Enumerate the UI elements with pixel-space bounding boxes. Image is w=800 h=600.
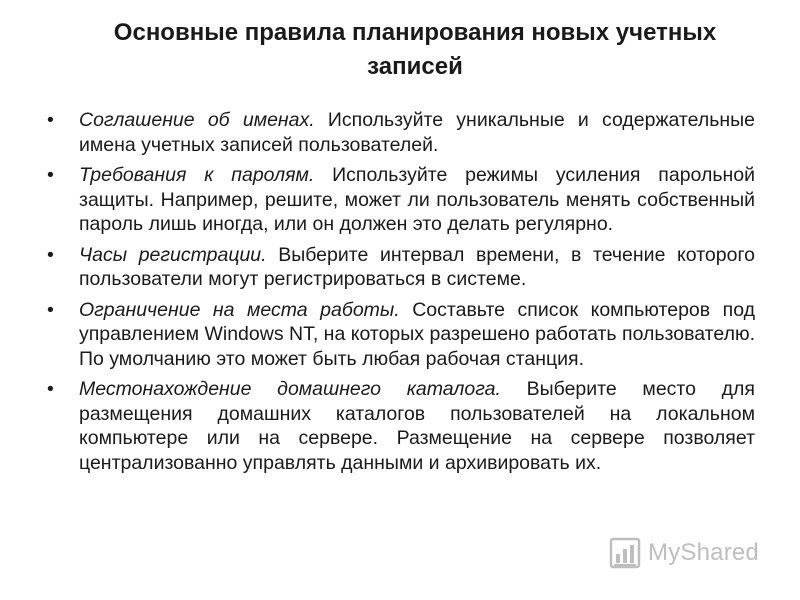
bullet-marker: • — [47, 298, 54, 321]
bullet-marker: • — [47, 378, 54, 400]
bullet-text: Используйте уникальные и содержательные имена учетных записей пользователей. — [79, 109, 755, 156]
bullet-marker: • — [47, 109, 54, 131]
bullet-item — [45, 163, 755, 237]
bullet-text: Составьте список компьютеров под управлением Windows NT, на которых разрешено работать пользователю. По умолчанию это может быть любая рабочая станция. — [79, 298, 755, 370]
bullet-term: Местонахождение домашнего каталога. — [79, 378, 501, 400]
bullet-term: Соглашение об именах. — [79, 109, 315, 131]
bullet-term: Часы регистрации. — [79, 243, 267, 266]
slide-title: Основные правила планирования новых учетных записей — [113, 19, 717, 80]
bullet-marker: • — [47, 243, 54, 266]
bullet-item — [45, 243, 755, 292]
myshared-logo-icon — [608, 536, 642, 570]
bullet-item — [45, 108, 755, 157]
watermark-logo — [608, 535, 759, 571]
bullet-term: Ограничение на места работы. — [79, 298, 400, 321]
bullet-marker: • — [47, 164, 54, 186]
bullet-text: Используйте режимы усиления парольной защиты. Например, решите, может ли пользователь менять собственный пароль лишь иногда, или он должен это делать регулярно. — [79, 164, 755, 235]
bullet-text: Выберите интервал времени, в течение которого пользователи могут регистрироваться в системе. — [79, 243, 755, 290]
bullet-list — [45, 108, 755, 481]
bullet-item — [45, 377, 755, 475]
watermark-text: MyShared — [648, 539, 759, 566]
bullet-text: Выберите место для размещения домашних каталогов пользователей на локальном компьютере или на сервере. Размещение на сервере позволяет централизованно управлять данными и архивировать их. — [79, 378, 755, 474]
bullet-term: Требования к паролям. — [79, 164, 315, 186]
bullet-item — [45, 298, 755, 372]
